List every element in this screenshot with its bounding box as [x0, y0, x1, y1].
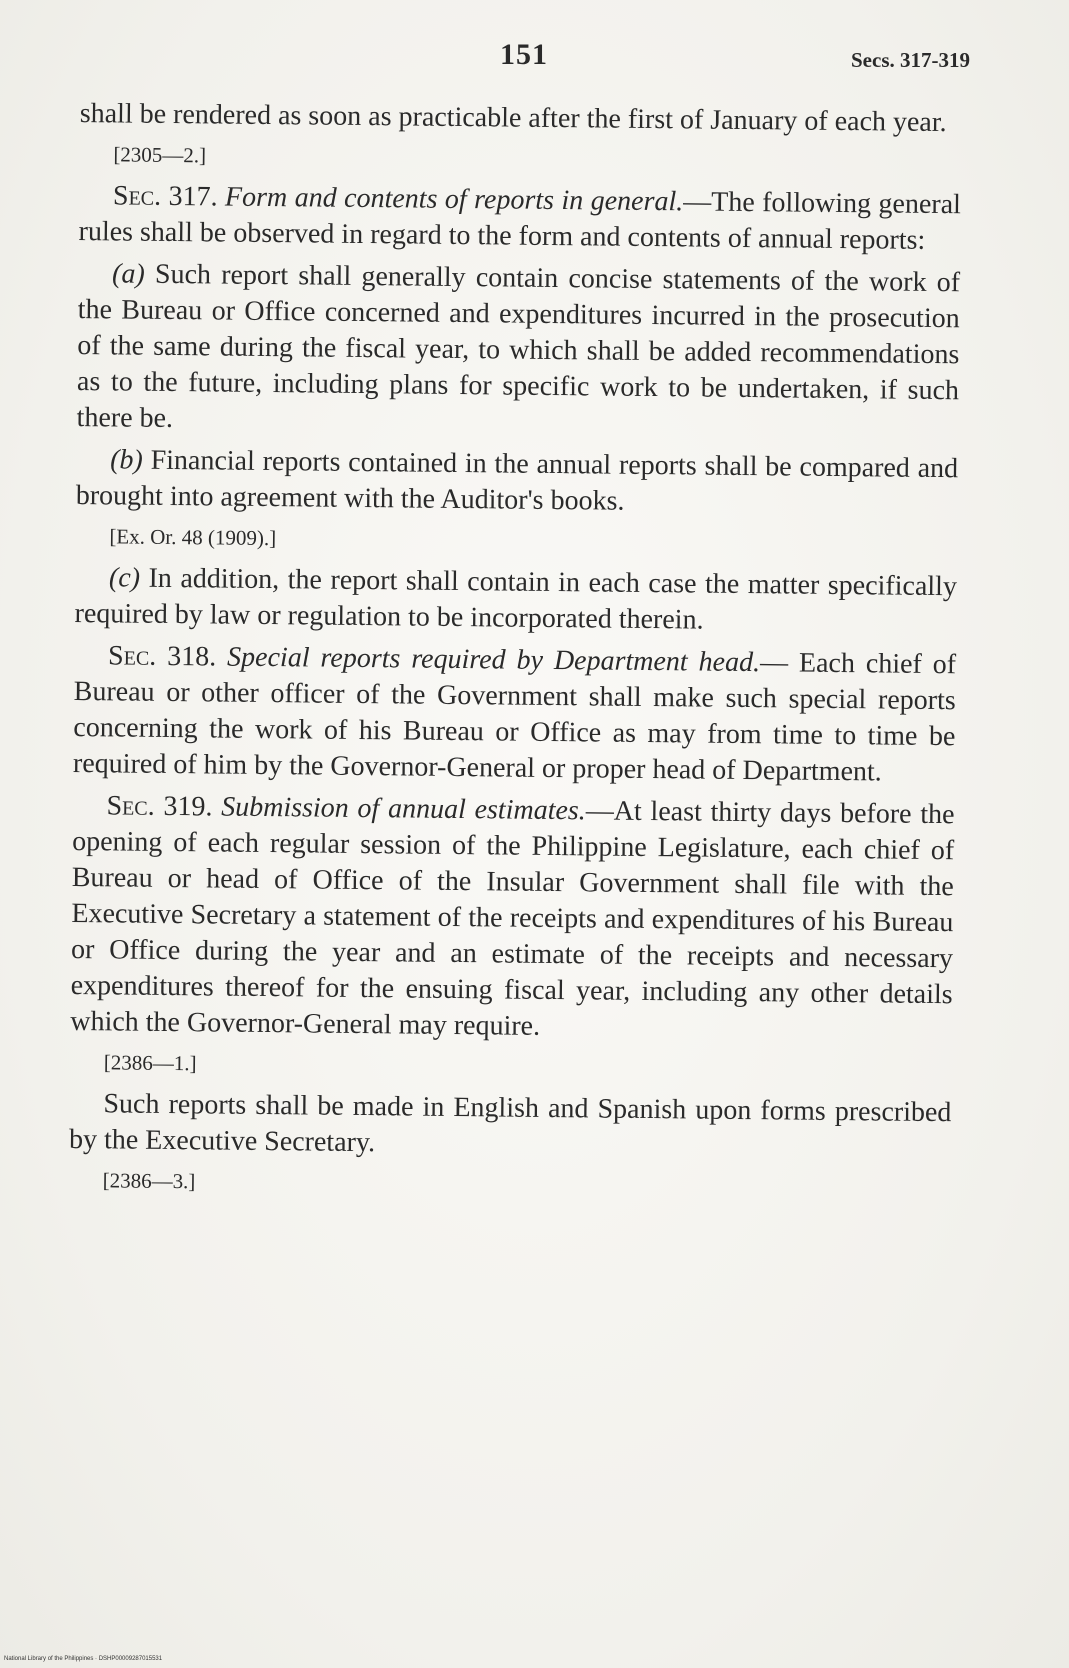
section-title: Submission of annual estimates.: [221, 791, 586, 827]
continuation-paragraph: [80, 96, 962, 141]
clause-c: [74, 560, 957, 641]
citation: [2305—2.]: [113, 142, 207, 168]
page-body: [68, 96, 962, 1213]
section-label: Sec. 317.: [112, 180, 218, 213]
paragraph-text: Such reports shall be made in English and Spanish upon forms prescribed by the Executive Secretary.: [68, 1088, 952, 1159]
clause-label: (b): [110, 444, 144, 476]
paragraph-text: shall be rendered as soon as practicable after the first of January of each year.: [79, 97, 947, 139]
section-318: [73, 638, 956, 791]
section-range: Secs. 317-319: [851, 48, 970, 72]
page-header: [80, 38, 970, 78]
clause-label: (c): [108, 562, 141, 594]
section-label: Sec. 319.: [106, 790, 213, 823]
citation: [Ex. Or. 48 (1909).]: [109, 524, 277, 551]
clause-a: [76, 256, 960, 445]
section-text: —The following general rules shall be observed in regard to the form and contents of annual reports:: [78, 186, 962, 256]
section-text: — Each chief of Bureau or other officer of the Government shall make such special reports concerning the work of his Bureau or Office as may from time to time be required of him by the Governor-General or proper head of Department.: [72, 647, 957, 788]
citation: [2386—3.]: [102, 1168, 196, 1194]
section-text: —At least thirty days before the opening of each regular session of the Philippine Legislature, each chief of Bureau or head of Office of the Insular Government shall file with the Executive Secretary a statement of the receipts and expenditures of his Bureau or Office during the year and an estimate of the receipts and necessary expenditures thereof for the ensuing fiscal year, including any other details which the Governor-General may require.: [70, 795, 955, 1042]
section-title: Special reports required by Department head.: [226, 641, 761, 679]
section-title: Form and contents of reports in general.: [224, 181, 684, 218]
section-319: [70, 788, 955, 1049]
clause-text: Such report shall generally contain concise statements of the work of the Bureau or Office concerned and expenditures incurred in the prosecution of the same during the fiscal year, to which shall be added recommendations as to the future, including plans for specific work to be undertaken, if such there be.: [76, 258, 961, 434]
clause-label: (a): [111, 258, 145, 290]
clause-text: Financial reports contained in the annual reports shall be compared and brought into agreement with the Auditor's books.: [75, 444, 959, 517]
final-paragraph: [69, 1086, 952, 1167]
section-label: Sec. 318.: [107, 640, 217, 673]
clause-b: [76, 442, 959, 523]
clause-text: In addition, the report shall contain in each case the matter specifically required by law or regulation to be incorporated therein.: [74, 562, 958, 636]
scan-footer: National Library of the Philippines · DSHP00009287015531: [4, 1656, 163, 1662]
page-number: 151: [500, 38, 548, 71]
citation: [2386—1.]: [103, 1050, 197, 1076]
section-317: [78, 178, 961, 259]
